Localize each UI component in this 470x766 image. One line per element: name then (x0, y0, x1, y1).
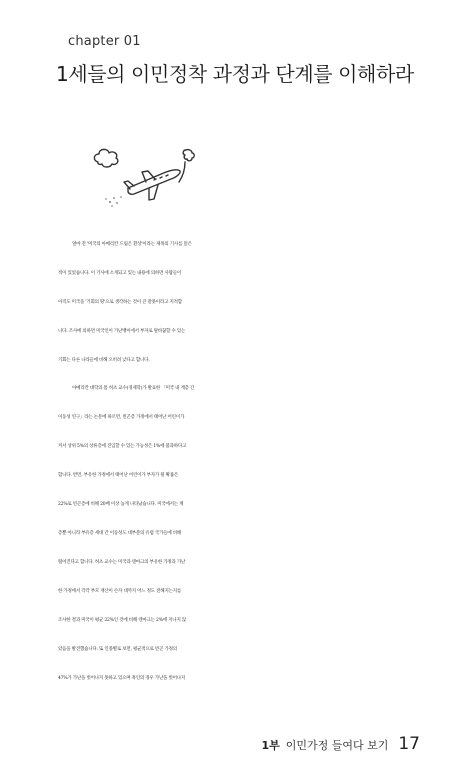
text-line: 기회는 다른 나라들에 비해 오히려 낮다고 합니다. (58, 358, 150, 363)
text-line: 합니다. 반면, 부유한 가정에서 태어난 어린이가 부자가 될 확률은 (58, 473, 179, 478)
airplane-with-clouds-icon (88, 142, 198, 218)
text-line: 22%로 빈곤층에 비해 20배 이상 높게 나타났습니다. 미국에서는 계 (58, 502, 184, 507)
text-line: 층뿐 아니라 부유층 세대 간 이동성도 대부분의 유럽 국가들에 비해 (58, 531, 182, 536)
page-footer (261, 734, 420, 754)
text-line: 아메리칸 대학의 톰 허츠 교수(경제학)가 발표한 「미국 내 계층 간 (72, 386, 195, 391)
text-line: 47%가 가난을 벗어나지 못하고 있으며 흑인의 경우 가난을 벗어나지 (58, 676, 186, 681)
paragraph-1 (58, 230, 438, 375)
footer-part: 1부 (261, 739, 280, 752)
text-line: 한 가정에서 각각 부모 재산이 손자 대까지 어느 정도 전해지는지를 (58, 589, 182, 594)
text-line: 떨어진다고 합니다. 허츠 교수는 미국과 덴마크의 부유한 가정과 가난 (58, 560, 186, 565)
text-line: 이동성 연구」라는 논문에 따르면, 빈곤층 가정에서 태어난 어린이가 (58, 415, 185, 420)
paragraph-2 (58, 374, 438, 693)
text-line: 조사한 결과 미국이 평균 22%인 것에 비해 덴마크는 2%에 지나지 않 (58, 618, 186, 623)
text-line: 았음을 발견했습니다. 또 인종별로 보면, 평균적으로 빈곤 가정의 (58, 647, 177, 652)
text-line: 아직도 미국을 '기회의 땅'으로 생각하는 것이 큰 잘못이라고 지적합 (58, 300, 182, 305)
page-number: 17 (398, 734, 420, 754)
text-line: 적이 있었습니다. 이 기사에 소개되고 있는 내용에 의하면 사람들이 (58, 271, 182, 276)
text-line: 커서 상위 5%의 상류층에 진입할 수 있는 가능성은 1%에 불과하다고 (58, 444, 187, 449)
footer-section: 이민가정 들여다 보기 (285, 739, 389, 752)
text-line: 니다. 조사에 의하면 미국인이 가난뱅이에서 부자로 탈바꿈할 수 있는 (58, 329, 186, 334)
chapter-label: chapter 01 (68, 34, 141, 49)
text-line: 얼마 전 '미국의 아메리칸 드림은 환상'이라는 제목의 기사를 읽은 (72, 242, 192, 247)
chapter-title: 1세들의 이민정착 과정과 단계를 이해하라 (56, 62, 414, 86)
